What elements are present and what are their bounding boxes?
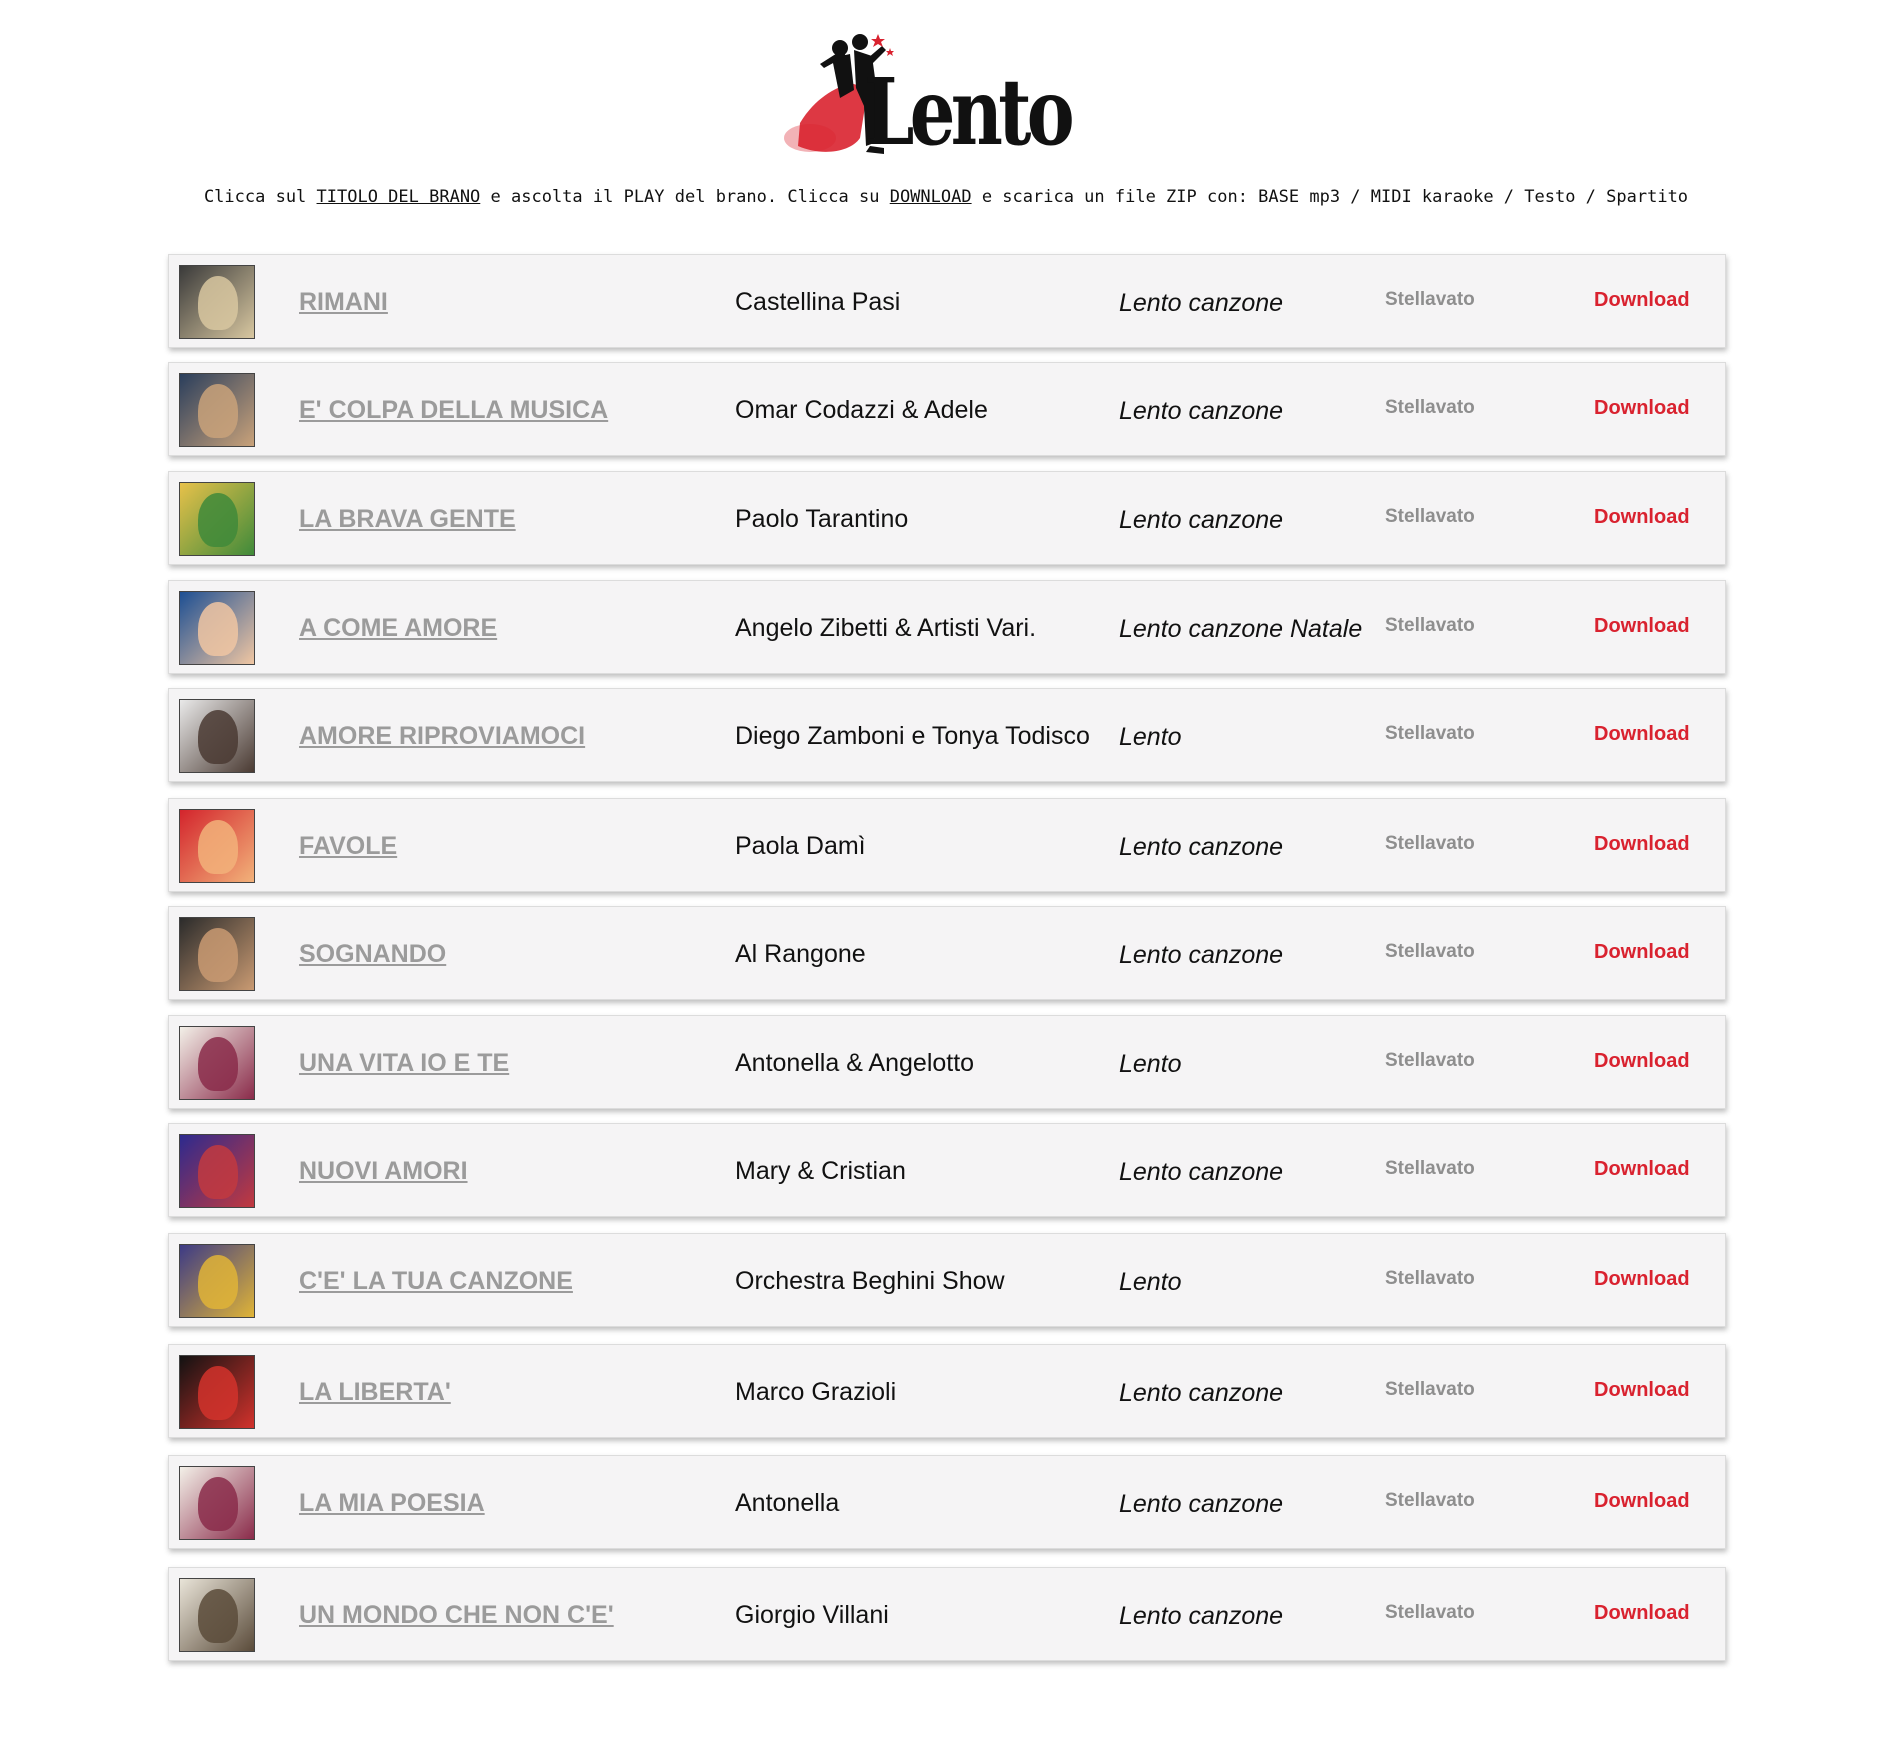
album-cover-thumbnail[interactable] [179,373,255,447]
song-title-link[interactable]: LA MIA POESIA [299,1489,485,1517]
artist-name: Antonella [735,1489,840,1517]
artist-name: Antonella & Angelotto [735,1049,975,1077]
download-link[interactable]: Download [1594,506,1690,528]
instructions-text-2: e ascolta il PLAY del brano. Clicca su [480,187,890,207]
download-link[interactable]: Download [1594,723,1690,745]
artist-name: Al Rangone [735,940,866,968]
song-title-link[interactable]: NUOVI AMORI [299,1157,468,1185]
genre-label: Lento canzone [1119,397,1284,425]
rating-label: Stellavato [1385,941,1475,962]
download-link[interactable]: Download [1594,1490,1690,1512]
artist-name: Mary & Cristian [735,1157,906,1185]
rating-label: Stellavato [1385,289,1475,310]
artist-name: Castellina Pasi [735,288,901,316]
download-link[interactable]: Download [1594,941,1690,963]
genre-label: Lento canzone [1119,506,1284,534]
song-title-link[interactable]: UN MONDO CHE NON C'E' [299,1601,614,1629]
rating-label: Stellavato [1385,615,1475,636]
song-row [168,362,1726,456]
genre-label: Lento [1119,1268,1182,1296]
song-title-link[interactable]: E' COLPA DELLA MUSICA [299,396,609,424]
rating-label: Stellavato [1385,833,1475,854]
genre-label: Lento canzone Natale [1119,615,1363,643]
song-row [168,580,1726,674]
rating-label: Stellavato [1385,723,1475,744]
song-title-link[interactable]: C'E' LA TUA CANZONE [299,1267,573,1295]
song-title-link[interactable]: UNA VITA IO E TE [299,1049,510,1077]
artist-name: Marco Grazioli [735,1378,897,1406]
rating-label: Stellavato [1385,1490,1475,1511]
album-cover-thumbnail[interactable] [179,265,255,339]
song-title-link[interactable]: RIMANI [299,288,388,316]
song-row [168,1344,1726,1438]
instructions-text-1: Clicca sul [203,187,317,207]
song-title-link[interactable]: AMORE RIPROVIAMOCI [299,722,586,750]
song-title-link[interactable]: A COME AMORE [299,614,498,642]
download-link[interactable]: Download [1594,289,1690,311]
download-link[interactable]: Download [1594,1050,1690,1072]
song-row [168,471,1726,565]
album-cover-thumbnail[interactable] [179,699,255,773]
download-link[interactable]: Download [1594,1158,1690,1180]
instructions-download-link: DOWNLOAD [889,187,972,207]
artist-name: Diego Zamboni e Tonya Todisco [735,722,1090,750]
album-cover-thumbnail[interactable] [179,1026,255,1100]
instructions [0,187,1892,207]
download-link[interactable]: Download [1594,1268,1690,1290]
album-cover-thumbnail[interactable] [179,917,255,991]
rating-label: Stellavato [1385,1602,1475,1623]
rating-label: Stellavato [1385,397,1475,418]
download-link[interactable]: Download [1594,1379,1690,1401]
rating-label: Stellavato [1385,1379,1475,1400]
song-row [168,1123,1726,1217]
song-title-link[interactable]: LA LIBERTA' [299,1378,451,1406]
rating-label: Stellavato [1385,1050,1475,1071]
song-row [168,1233,1726,1327]
artist-name: Orchestra Beghini Show [735,1267,1005,1295]
song-row [168,1567,1726,1661]
song-title-link[interactable]: SOGNANDO [299,940,447,968]
genre-label: Lento canzone [1119,1602,1284,1630]
rating-label: Stellavato [1385,506,1475,527]
rating-label: Stellavato [1385,1268,1475,1289]
genre-label: Lento canzone [1119,1158,1284,1186]
genre-label: Lento canzone [1119,833,1284,861]
genre-label: Lento canzone [1119,1379,1284,1407]
song-row [168,1455,1726,1549]
artist-name: Angelo Zibetti & Artisti Vari. [735,614,1037,642]
genre-label: Lento canzone [1119,941,1284,969]
artist-name: Paola Damì [735,832,866,860]
song-row [168,1015,1726,1109]
album-cover-thumbnail[interactable] [179,1578,255,1652]
album-cover-thumbnail[interactable] [179,482,255,556]
download-link[interactable]: Download [1594,833,1690,855]
album-cover-thumbnail[interactable] [179,591,255,665]
lento-logo[interactable] [780,28,1070,178]
rating-label: Stellavato [1385,1158,1475,1179]
download-link[interactable]: Download [1594,615,1690,637]
album-cover-thumbnail[interactable] [179,1244,255,1318]
genre-label: Lento canzone [1119,289,1284,317]
album-cover-thumbnail[interactable] [179,809,255,883]
instructions-title-link: TITOLO DEL BRANO [316,187,481,207]
album-cover-thumbnail[interactable] [179,1355,255,1429]
song-row [168,906,1726,1000]
song-row [168,798,1726,892]
song-row [168,254,1726,348]
download-link[interactable]: Download [1594,397,1690,419]
genre-label: Lento [1119,1050,1182,1078]
genre-label: Lento canzone [1119,1490,1284,1518]
album-cover-thumbnail[interactable] [179,1134,255,1208]
logo-text: Lento [864,58,1070,166]
genre-label: Lento [1119,723,1182,751]
artist-name: Omar Codazzi & Adele [735,396,988,424]
album-cover-thumbnail[interactable] [179,1466,255,1540]
instructions-text-3: e scarica un file ZIP con: BASE mp3 / MIDI karaoke / Testo / Spartito [971,187,1689,207]
download-link[interactable]: Download [1594,1602,1690,1624]
song-title-link[interactable]: FAVOLE [299,832,398,860]
artist-name: Paolo Tarantino [735,505,909,533]
song-row [168,688,1726,782]
song-title-link[interactable]: LA BRAVA GENTE [299,505,516,533]
artist-name: Giorgio Villani [735,1601,889,1629]
